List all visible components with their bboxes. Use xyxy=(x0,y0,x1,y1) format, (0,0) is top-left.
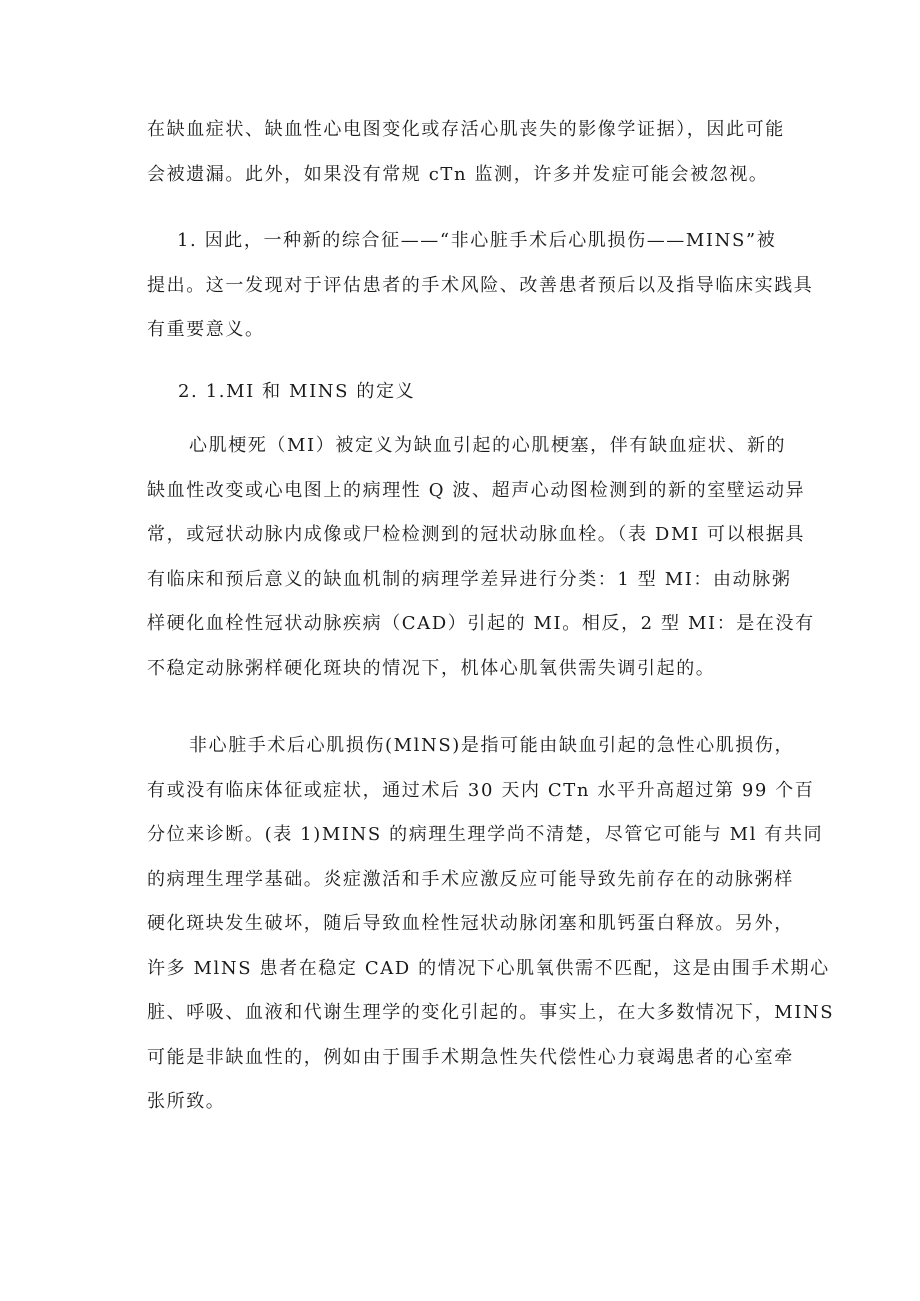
paragraph-mi-definition xyxy=(147,424,815,691)
text-line: 的病理生理学基础。炎症激活和手术应激反应可能导致先前存在的动脉粥样 xyxy=(147,868,794,890)
text-line: 非心脏手术后心肌损伤(MlNS)是指可能由缺血引起的急性心肌损伤， xyxy=(189,735,795,756)
section-heading xyxy=(178,370,415,415)
text-line: 1. 因此，一种新的综合征——“非心脏手术后心肌损伤——MINS”被 xyxy=(177,230,777,251)
text-line: 不稳定动脉粥样硬化斑块的情况下，机体心肌氧供需失调引起的。 xyxy=(147,657,716,679)
paragraph-mins-definition xyxy=(147,724,834,1125)
heading-text: 2. 1.MI 和 MINS 的定义 xyxy=(178,381,416,402)
text-line: 张所致。 xyxy=(147,1091,226,1112)
text-line: 在缺血症状、缺血性心电图变化或存活心肌丧失的影像学证据），因此可能 xyxy=(147,119,785,140)
text-line: 有或没有临床体征或症状，通过术后 30 天内 CTn 水平升高超过第 99 个百 xyxy=(147,779,815,801)
paragraph-continuation xyxy=(147,108,785,197)
text-line: 硬化斑块发生破坏，随后导致血栓性冠状动脉闭塞和肌钙蛋白释放。另外， xyxy=(147,913,794,934)
text-line: 常，或冠状动脉内成像或尸检检测到的冠状动脉血栓。（表 DMI 可以根据具 xyxy=(147,524,806,545)
text-line: 有重要意义。 xyxy=(147,319,265,340)
text-line: 样硬化血栓性冠状动脉疾病（CAD）引起的 MI。相反，2 型 MI：是在没有 xyxy=(147,613,815,634)
text-line: 会被遗漏。此外，如果没有常规 cTn 监测，许多并发症可能会被忽视。 xyxy=(147,163,769,185)
text-line: 分位来诊断。(表 1)MINS 的病理生理学尚不清楚，尽管它可能与 Ml 有共同 xyxy=(147,824,824,845)
text-line: 脏、呼吸、血液和代谢生理学的变化引起的。事实上，在大多数情况下，MINS xyxy=(147,1002,835,1023)
paragraph-section-1 xyxy=(147,219,813,353)
text-line: 有临床和预后意义的缺血机制的病理学差异进行分类：1 型 MI：由动脉粥 xyxy=(147,568,792,590)
text-line: 提出。这一发现对于评估患者的手术风险、改善患者预后以及指导临床实践具 xyxy=(147,274,814,296)
text-line: 许多 MlNS 患者在稳定 CAD 的情况下心肌氧供需不匹配，这是由围手术期心 xyxy=(147,957,830,979)
text-line: 可能是非缺血性的，例如由于围手术期急性失代偿性心力衰竭患者的心室牵 xyxy=(147,1046,794,1068)
text-line: 心肌梗死（MI）被定义为缺血引起的心肌梗塞，伴有缺血症状、新的 xyxy=(189,435,787,456)
text-line: 缺血性改变或心电图上的病理性 Q 波、超声心动图检测到的新的室壁运动异 xyxy=(147,479,806,501)
